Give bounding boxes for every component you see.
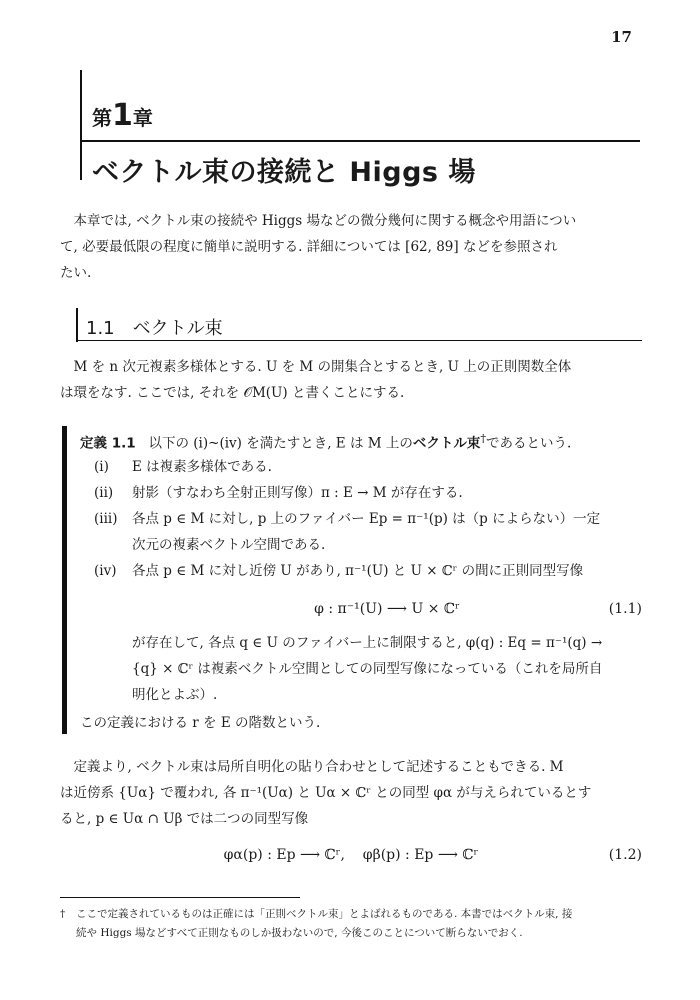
definition-continuation (132, 630, 642, 708)
after-paragraph (60, 754, 642, 832)
chapter-label-suffix: 章 (132, 106, 153, 130)
item-text: 各点 p ∈ M に対し, p 上のファイバー Ep = π⁻¹(p) は（p によらない）一定 (132, 511, 601, 527)
section-title: ベクトル束 (132, 318, 223, 339)
equation-body: φα(p) : Ep ⟶ ℂʳ, φβ(p) : Ep ⟶ ℂʳ (223, 847, 479, 863)
page-number: 17 (611, 28, 632, 46)
equation-body: φ : π⁻¹(U) ⟶ U × ℂʳ (314, 601, 460, 617)
equation-1-1 (132, 596, 642, 622)
item-marker: (ii) (94, 485, 114, 501)
definition-label: 定義 1.1 (80, 435, 136, 452)
item-text: 各点 p ∈ M に対し近傍 U があり, π⁻¹(U) と U × ℂʳ の間に正則同型写像 (132, 563, 584, 579)
section-horizontal-rule (76, 340, 642, 341)
chapter-horizontal-rule (80, 140, 640, 142)
intro-line: 本章では, ベクトル束の接続や Higgs 場などの微分幾何に関する概念や用語につい (73, 213, 577, 229)
definition-item (94, 558, 642, 584)
equation-tag: (1.2) (608, 847, 642, 863)
section-line: は環をなす. ここでは, それを 𝒪M(U) と書くことにする. (60, 385, 405, 401)
defined-term: ベクトル束 (412, 435, 481, 452)
equation-tag: (1.1) (608, 601, 642, 617)
intro-line: て, 必要最低限の程度に簡単に説明する. 詳細については [62, 89] などを参照され (60, 239, 558, 255)
footnote-mark: † (60, 908, 66, 920)
continuation-line: 明化とよぶ）. (132, 687, 218, 703)
item-text: 射影（すなわち全射正則写像）π : E → M が存在する. (132, 485, 463, 501)
definition-tail: この定義における r を E の階数という. (80, 715, 321, 731)
item-text: 次元の複素ベクトル空間である. (132, 537, 326, 553)
footnote-text: ここで定義されているものは正確には「正則ベクトル束」とよばれるものである. 本書ではベクトル束, 接 (76, 908, 573, 920)
chapter-vertical-rule (80, 70, 82, 180)
footnote-line (60, 905, 646, 924)
footnote-rule (60, 897, 300, 898)
section-paragraph (60, 354, 642, 406)
equation-1-2 (60, 842, 642, 868)
definition-item (94, 480, 642, 506)
chapter-number: 1 (112, 98, 133, 133)
section-vertical-rule (76, 308, 78, 342)
after-line: 定義より, ベクトル束は局所自明化の貼り合わせとして記述することもできる. M (73, 759, 564, 775)
item-marker: (iii) (94, 511, 118, 527)
definition-head-text: 以下の (i)~(iv) を満たすとき, E は M 上のベクトル束 (148, 435, 481, 452)
definition-heading (80, 428, 571, 455)
footnote-line: 続や Higgs 場などすべて正則なものしか扱わないので, 今後このことについて断らないでおく. (76, 927, 523, 939)
chapter-title: ベクトル束の接続と Higgs 場 (92, 157, 476, 188)
section-number: 1.1 (86, 318, 115, 339)
section-line: M を n 次元複素多様体とする. U を M の開集合とするとき, U 上の正則関数全体 (73, 359, 572, 375)
chapter-label-prefix: 第 (92, 106, 112, 130)
definition-bar (62, 426, 67, 734)
item-text: E は複素多様体である. (132, 459, 272, 475)
continuation-line: {q} × ℂʳ は複素ベクトル空間としての同型写像になっている（これを局所自 (132, 661, 603, 677)
definition-item (94, 532, 642, 558)
section-heading (86, 314, 223, 340)
after-line: は近傍系 {Uα} で覆われ, 各 π⁻¹(Uα) と Uα × ℂʳ との同型 φα が与えられているとす (60, 785, 592, 801)
intro-line: たい. (60, 265, 92, 281)
continuation-line: が存在して, 各点 q ∈ U のファイバー上に制限すると, φ(q) : Eq = π⁻¹(q) → (132, 635, 603, 651)
after-line: ると, p ∈ Uα ∩ Uβ では二つの同型写像 (60, 811, 309, 827)
definition-item (94, 454, 642, 480)
footnote (60, 905, 646, 943)
intro-paragraph (60, 208, 642, 286)
definition-item (94, 506, 642, 532)
chapter-label (92, 98, 153, 133)
definition-head-end: であるという. (485, 435, 572, 452)
footnote-reference: † (480, 432, 486, 445)
item-marker: (iv) (94, 563, 117, 579)
item-marker: (i) (94, 459, 109, 475)
